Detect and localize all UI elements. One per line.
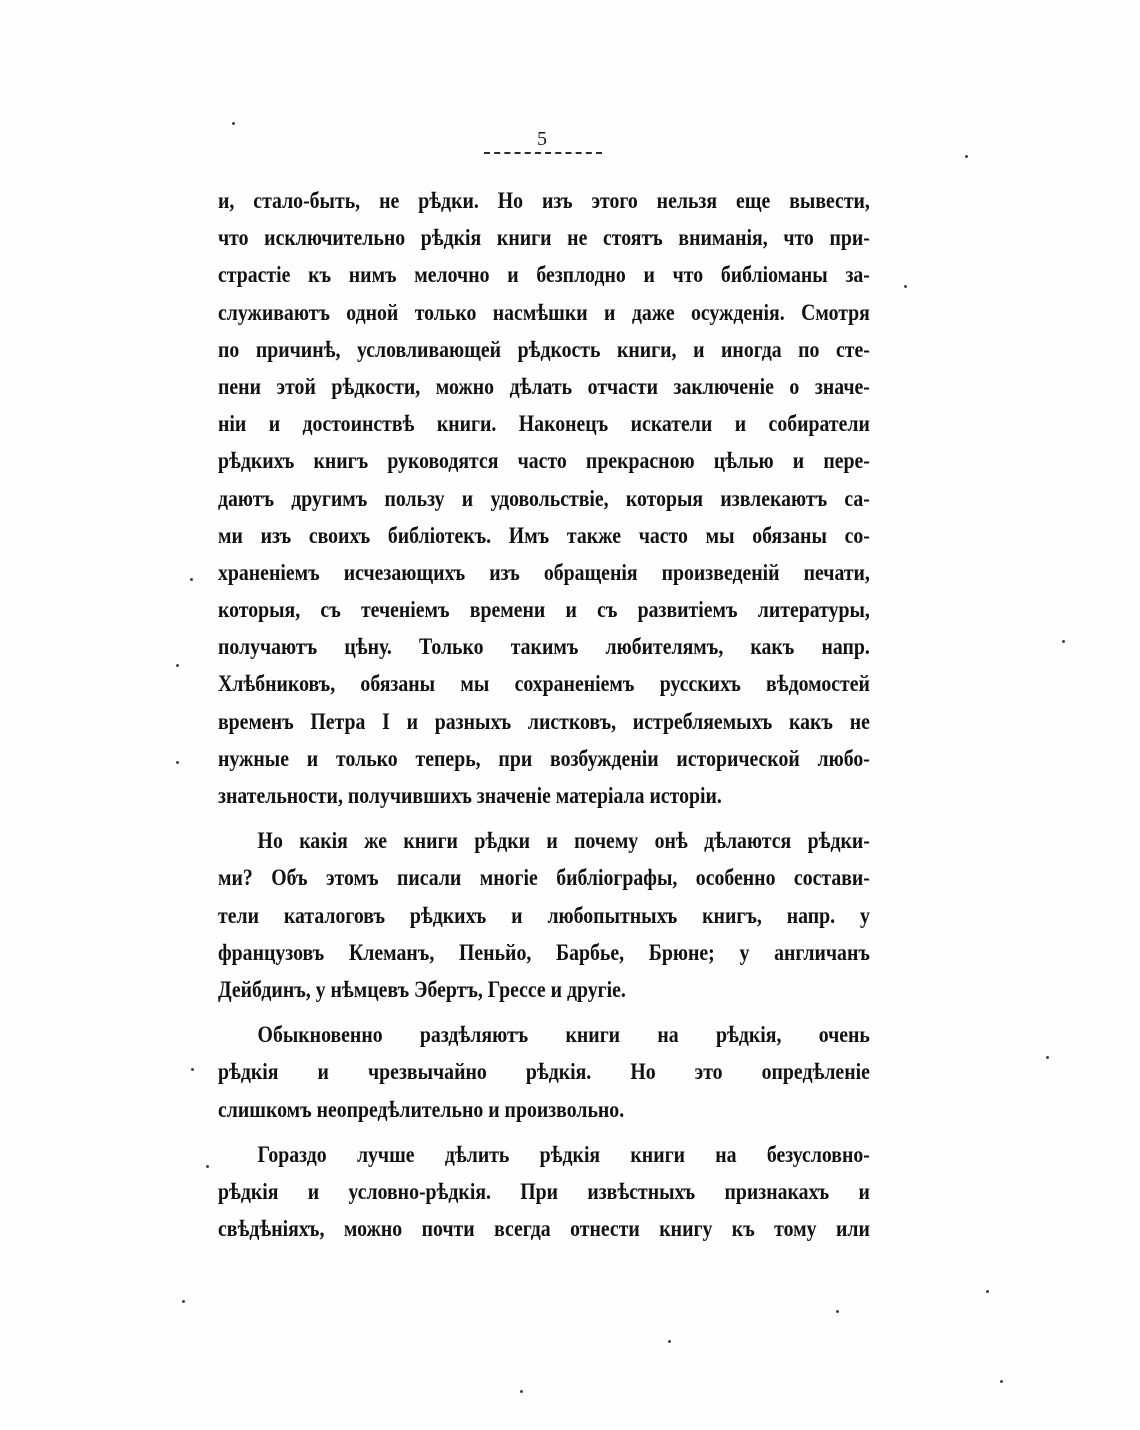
text-line: служиваютъ одной только насмѣшки и даже осужденія. Смотря	[218, 299, 870, 325]
scan-speck	[965, 155, 968, 158]
text-line: французовъ Клеманъ, Пеньйо, Барбье, Брюне; у англичанъ	[218, 939, 870, 965]
text-line: что исключительно рѣдкія книги не стоятъ вниманія, что при-	[218, 225, 870, 251]
text-line: тели каталоговъ рѣдкихъ и любопытныхъ книгъ, напр. у	[218, 902, 870, 928]
text-line: пени этой рѣдкости, можно дѣлать отчасти заключеніе о значе-	[218, 373, 870, 399]
page-number-rule	[484, 152, 602, 154]
text-line: храненіемъ исчезающихъ изъ обращенія произведеній печати,	[218, 559, 870, 585]
body-text	[218, 182, 870, 1247]
scan-speck	[190, 578, 193, 581]
scan-speck	[232, 122, 235, 125]
paragraph-3	[218, 1016, 870, 1128]
text-line: ніи и достоинствѣ книги. Наконецъ искатели и собиратели	[218, 411, 870, 437]
page-number: 5	[537, 128, 547, 150]
scan-speck	[1046, 1056, 1049, 1059]
scan-speck	[206, 1165, 209, 1168]
text-line: Гораздо лучше дѣлить рѣдкія книги на безусловно-	[257, 1141, 870, 1167]
text-line: рѣдкія и условно-рѣдкія. При извѣстныхъ признакахъ и	[218, 1178, 870, 1204]
text-line: Но какія же книги рѣдки и почему онѣ дѣлаются рѣдки-	[257, 828, 870, 854]
scan-speck	[986, 1290, 989, 1293]
scan-speck	[182, 1300, 185, 1303]
text-line: Обыкновенно раздѣляютъ книги на рѣдкія, очень	[257, 1022, 870, 1048]
scan-speck	[1000, 1380, 1003, 1383]
text-line: Дейбдинъ, у нѣмцевъ Эбертъ, Грессе и другіе.	[218, 976, 626, 1002]
paragraph-1	[218, 182, 870, 814]
scan-speck	[904, 285, 907, 288]
text-line: знательности, получившихъ значеніе матеріала исторіи.	[218, 783, 722, 808]
scan-speck	[668, 1340, 671, 1343]
scan-speck	[176, 664, 179, 667]
text-line: временъ Петра I и разныхъ листковъ, истребляемыхъ какъ не	[218, 708, 870, 734]
text-line: слишкомъ неопредѣлительно и произвольно.	[218, 1096, 625, 1122]
scan-speck	[520, 1390, 523, 1393]
paragraph-4	[218, 1136, 870, 1248]
text-line: по причинѣ, условливающей рѣдкость книги, и иногда по сте-	[218, 336, 870, 362]
text-line: страстіе къ нимъ мелочно и безплодно и что библіоманы за-	[218, 262, 870, 288]
text-line: ми? Объ этомъ писали многіе библіографы, особенно состави-	[218, 865, 870, 891]
text-line: нужные и только теперь, при возбужденіи исторической любо-	[218, 745, 870, 771]
text-line: получаютъ цѣну. Только такимъ любителямъ, какъ напр.	[218, 634, 870, 660]
text-line: Хлѣбниковъ, обязаны мы сохраненіемъ русскихъ вѣдомостей	[218, 671, 870, 697]
scan-speck	[176, 761, 179, 764]
text-line: и, стало-быть, не рѣдки. Но изъ этого нельзя еще вывести,	[218, 188, 870, 213]
text-line: даютъ другимъ пользу и удовольствіе, которыя извлекаютъ са-	[218, 485, 870, 511]
text-line: рѣдкія и чрезвычайно рѣдкія. Но это опредѣленіе	[218, 1059, 870, 1085]
scan-speck	[191, 1068, 194, 1071]
scan-speck	[836, 1310, 839, 1313]
text-line: ми изъ своихъ библіотекъ. Имъ также часто мы обязаны со-	[218, 522, 870, 548]
text-line: свѣдѣніяхъ, можно почти всегда отнести книгу къ тому или	[218, 1216, 870, 1242]
text-line: которыя, съ теченіемъ времени и съ развитіемъ литературы,	[218, 597, 870, 623]
paragraph-2	[218, 822, 870, 1008]
text-line: рѣдкихъ книгъ руководятся часто прекрасною цѣлью и пере-	[218, 448, 870, 474]
scan-speck	[1062, 640, 1065, 643]
